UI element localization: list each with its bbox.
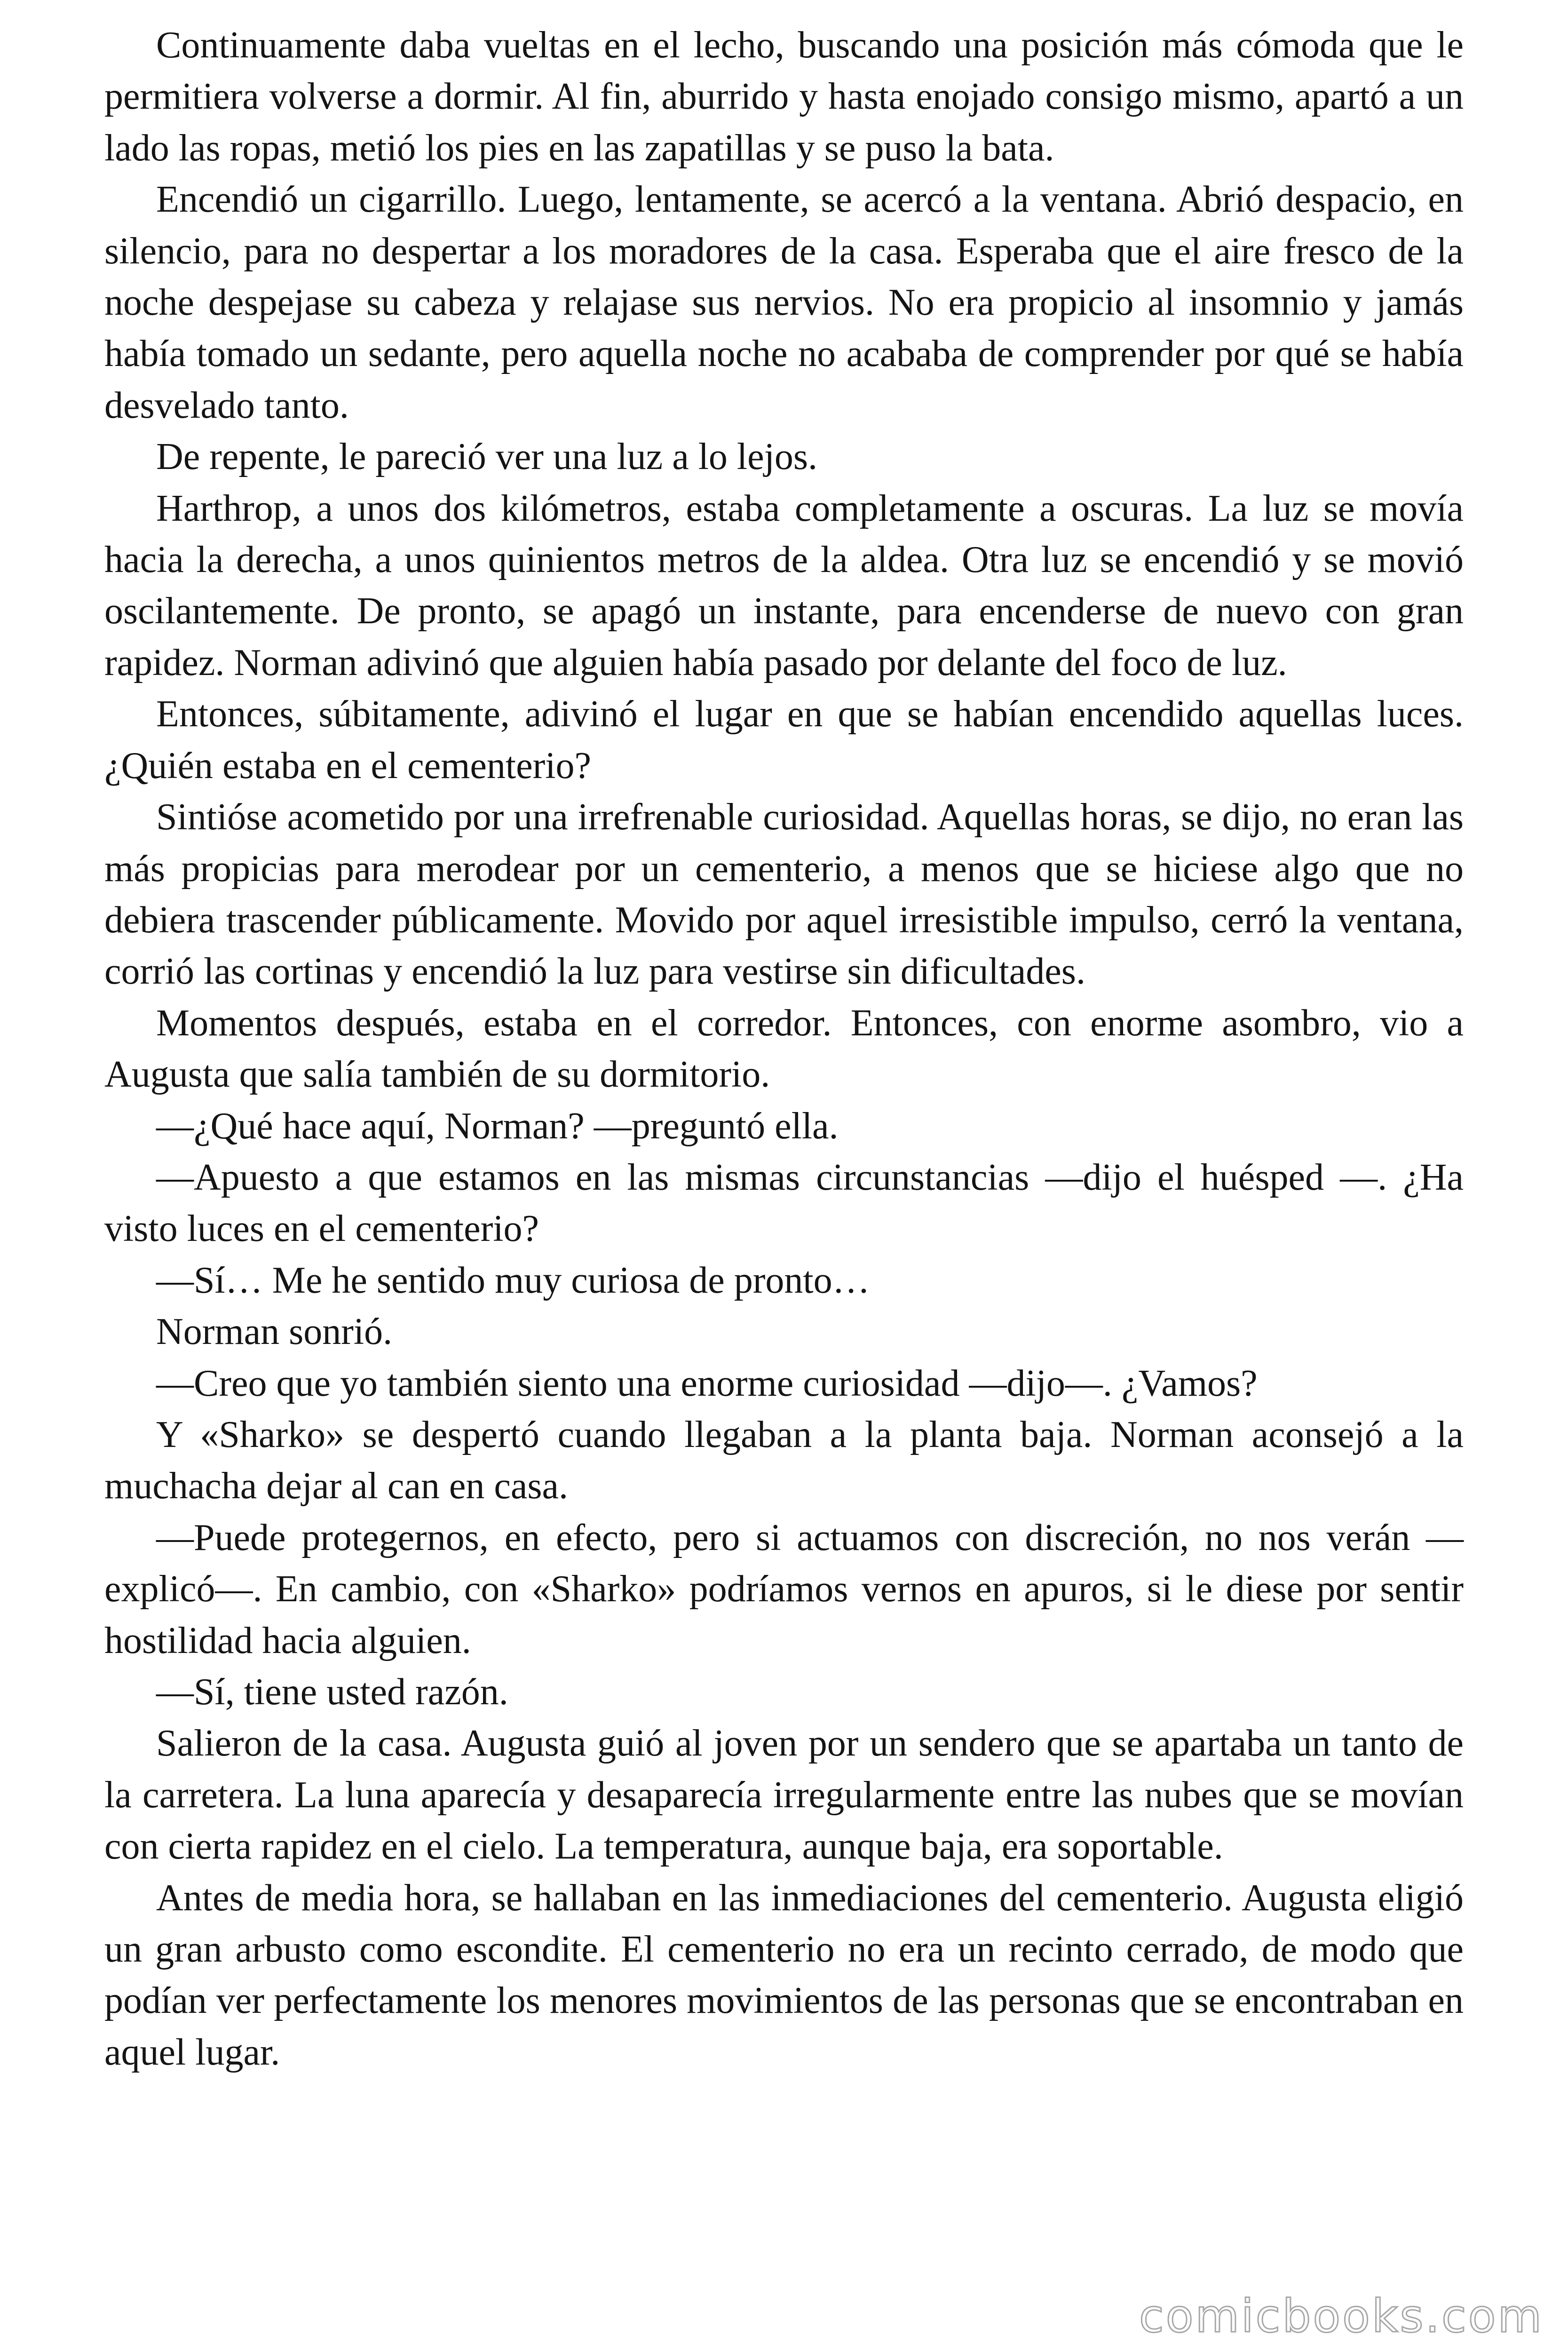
paragraph: Continuamente daba vueltas en el lecho, buscando una posición más cómoda que le permitiera volverse a dormir. Al fin, aburrido y hasta enojado consigo mismo, apartó a un lado las ropas, metió los pies en las zapatillas y se puso la bata. [104, 24, 1464, 169]
paragraph: —¿Qué hace aquí, Norman? —preguntó ella. [156, 1105, 839, 1147]
paragraph: Momentos después, estaba en el corredor. Entonces, con enorme asombro, vio a Augusta que salía también de su dormitorio. [104, 1002, 1464, 1096]
paragraph: Y «Sharko» se despertó cuando llegaban a la planta baja. Norman aconsejó a la muchacha dejar al can en casa. [104, 1414, 1464, 1507]
paragraph: Norman sonrió. [156, 1311, 393, 1353]
paragraph: Sintióse acometido por una irrefrenable curiosidad. Aquellas horas, se dijo, no eran las más propicias para merodear por un cementerio, a menos que se hiciese algo que no debiera trascender públicamente. Movido por aquel irresistible impulso, cerró la ventana, corrió las cortinas y encendió la luz para vestirse sin dificultades. [104, 796, 1464, 993]
watermark: comicbooks.com [1139, 2290, 1544, 2343]
paragraph: De repente, le pareció ver una luz a lo lejos. [156, 436, 818, 478]
paragraph: Antes de media hora, se hallaban en las inmediaciones del cementerio. Augusta eligió un gran arbusto como escondite. El cementerio no era un recinto cerrado, de modo que podían ver perfectamente los menores movimientos de las personas que se encontraban en aquel lugar. [104, 1877, 1464, 2073]
paragraph: Entonces, súbitamente, adivinó el lugar en que se habían encendido aquellas luces. ¿Quién estaba en el cementerio? [104, 693, 1464, 787]
paragraph: —Sí, tiene usted razón. [156, 1671, 508, 1713]
page-text [104, 20, 1464, 2078]
paragraph: Harthrop, a unos dos kilómetros, estaba completamente a oscuras. La luz se movía hacia la derecha, a unos quinientos metros de la aldea. Otra luz se encendió y se movió oscilantemente. De pronto, se apagó un instante, para encenderse de nuevo con gran rapidez. Norman adivinó que alguien había pasado por delante del foco de luz. [104, 487, 1464, 683]
paragraph: —Sí… Me he sentido muy curiosa de pronto… [156, 1259, 870, 1301]
paragraph: Salieron de la casa. Augusta guió al joven por un sendero que se apartaba un tanto de la carretera. La luna aparecía y desaparecía irregularmente entre las nubes que se movían con cierta rapidez en el cielo. La temperatura, aunque baja, era soportable. [104, 1723, 1464, 1867]
paragraph: —Apuesto a que estamos en las mismas circunstancias —dijo el huésped —. ¿Ha visto luces en el cementerio? [104, 1156, 1464, 1250]
paragraph: —Puede protegernos, en efecto, pero si actuamos con discreción, no nos verán —explicó—. En cambio, con «Sharko» podríamos vernos en apuros, si le diese por sentir hostilidad hacia alguien. [104, 1517, 1464, 1661]
paragraph: —Creo que yo también siento una enorme curiosidad —dijo—. ¿Vamos? [156, 1362, 1258, 1404]
paragraph: Encendió un cigarrillo. Luego, lentamente, se acercó a la ventana. Abrió despacio, en silencio, para no despertar a los moradores de la casa. Esperaba que el aire fresco de la noche despejase su cabeza y relajase sus nervios. No era propicio al insomnio y jamás había tomado un sedante, pero aquella noche no acababa de comprender por qué se había desvelado tanto. [104, 179, 1464, 426]
